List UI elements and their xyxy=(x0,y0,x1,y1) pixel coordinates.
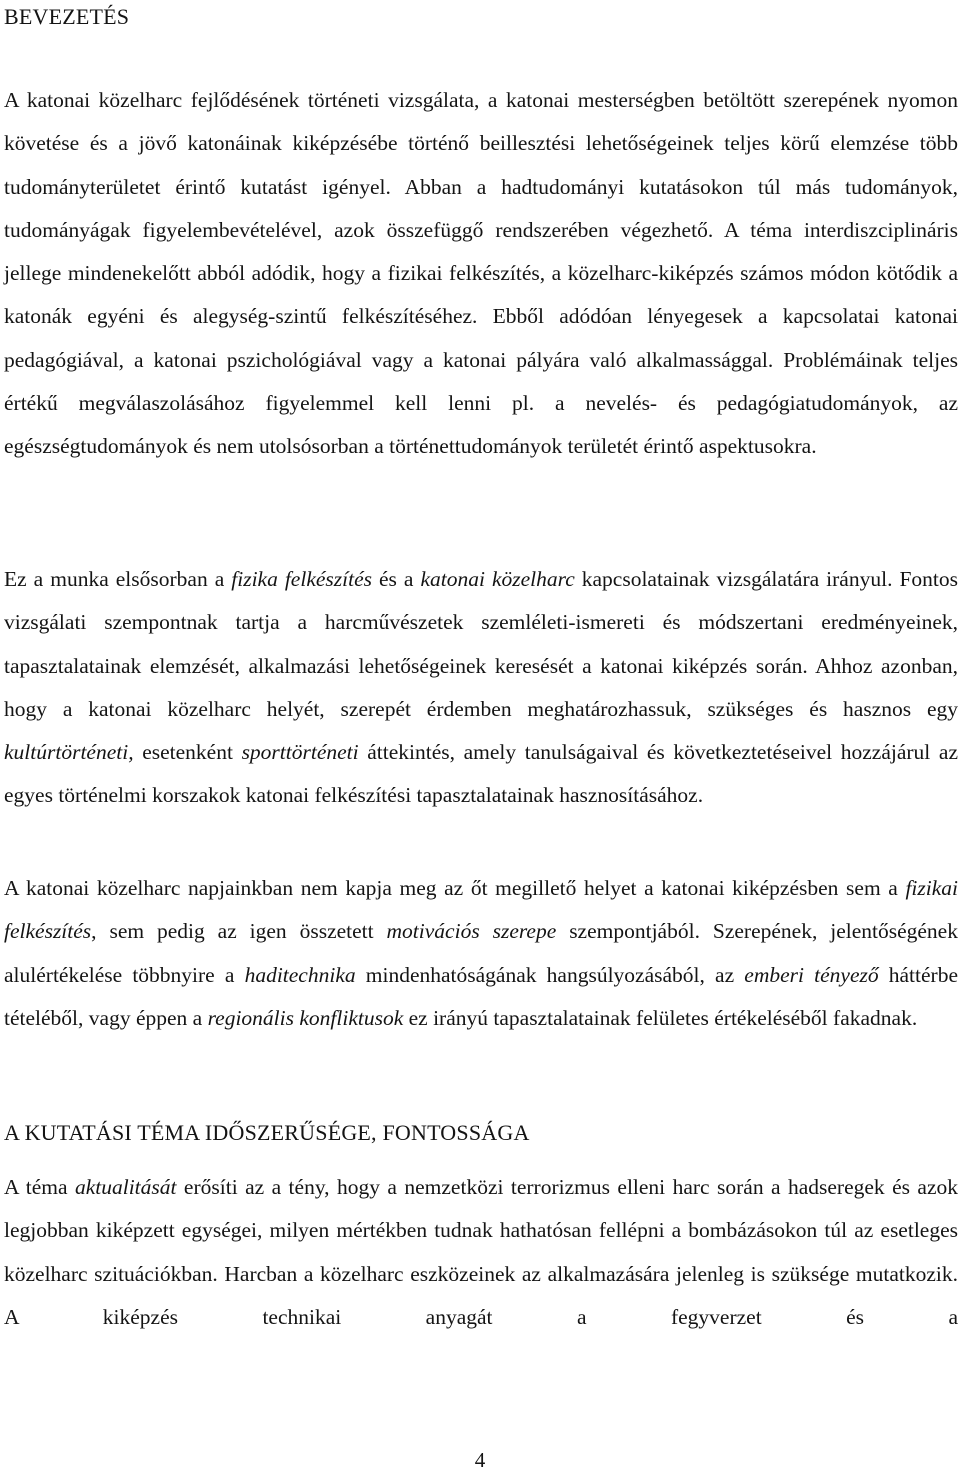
text-run: kapcsolatainak vizsgálatára irányul. Fontos vizsgálati szempontnak tartja a harcművészetek szemléleti-ismereti és módszertani eredményeinek, tapasztalatainak elemzését, alkalmazási lehetőségeinek keresését a katonai kiképzés során. Ahhoz azonban, hogy a katonai közelharc helyét, szerepét érdemben meghatározhassuk, szükséges és hasznos egy xyxy=(4,567,958,721)
text-run: mindenhatóságának hangsúlyozásából, az xyxy=(355,962,745,987)
text-run: háttérbe tételéből, vagy éppen a xyxy=(4,962,958,1030)
paragraph-intro: A katonai közelharc fejlődésének történeti vizsgálata, a katonai mesterségben betöltött szerepének nyomon követése és a jövő katonáinak kiképzésébe történő beillesztési lehetőségeinek teljes körű elemzése több tudományterületet érintő kutatást igényel. Abban a hadtudományi kutatásokon túl más tudományok, tudományágak figyelembevételével, azok összefüggő rendszerében végezhető. A téma interdiszciplináris jellege mindenekelőtt abból adódik, hogy a fizikai felkészítés, a közelharc-kiképzés számos módon kötődik a katonák egyéni és alegység-szintű felkészítéséhez. Ebből adódóan lényegesek a kapcsolatai katonai pedagógiával, a katonai pszichológiával vagy a katonai pályára való alkalmassággal. Problémáinak teljes értékű megválaszolásához figyelemmel kell lenni pl. a nevelés- és pedagógiatudományok, az egészségtudományok és nem utolsósorban a történettudományok területét érintő aspektusokra. xyxy=(4,88,958,459)
text-run: és a xyxy=(372,567,421,591)
emphasis-motivacios-szerepe: motivációs szerepe xyxy=(386,919,557,944)
text-run: esetenként xyxy=(133,740,242,765)
emphasis-sporttorteneti: sporttörténeti xyxy=(241,740,359,765)
heading-introduction: BEVEZETÉS xyxy=(4,4,130,29)
text-run: A téma xyxy=(4,1175,75,1199)
emphasis-regionalis-konfliktusok: regionális konfliktusok xyxy=(207,1005,404,1030)
text-run: szempontjából. Szerepének, jelentőségének alulértékelése többnyire a xyxy=(4,919,958,987)
paragraph-focus xyxy=(4,558,958,818)
page-number: 4 xyxy=(474,1448,486,1472)
paragraph-actuality xyxy=(4,1166,958,1339)
emphasis-kulturtorteneti: kultúrtörténeti, xyxy=(4,740,134,765)
text-run: , sem pedig az igen összetett xyxy=(91,919,387,944)
text-run: A katonai közelharc napjainkban nem kapja meg az őt megillető helyet a katonai kiképzésben sem a xyxy=(4,876,906,900)
text-run: erősíti az a tény, hogy a nemzetközi terrorizmus elleni harc során a hadseregek és azok legjobban kiképzett egységei, milyen mértékben tudnak hathatósan fellépni a bombázásokon túl az esetleges közelharc szituációkban. Harcban a közelharc eszközeinek az alkalmazására jelenleg is szüksége mutatkozik. A kiképzés technikai anyagát a fegyverzet és a xyxy=(4,1175,958,1329)
emphasis-katonai-kozelharc: katonai közelharc xyxy=(420,567,575,591)
emphasis-aktualitasat: aktualitását xyxy=(74,1175,177,1199)
emphasis-emberi-tenyezo: emberi tényező xyxy=(744,962,879,987)
text-run: Ez a munka elsősorban a xyxy=(4,567,232,591)
paragraph-current-state xyxy=(4,867,958,1040)
emphasis-haditechnika: haditechnika xyxy=(244,962,356,987)
heading-research-topic: A KUTATÁSI TÉMA IDŐSZERŰSÉGE, FONTOSSÁGA xyxy=(4,1120,530,1145)
emphasis-fizika-felkeszites: fizika felkészítés xyxy=(231,567,372,591)
text-run: áttekintés, amely tanulságaival és következtetéseivel hozzájárul az egyes történelmi korszakok katonai felkészítési tapasztalatainak hasznosításához. xyxy=(4,740,958,808)
emphasis-fizikai-felkeszites: fizikai felkészítés xyxy=(4,876,958,944)
text-run: ez irányú tapasztalatainak felületes értékeléséből fakadnak. xyxy=(403,1005,918,1030)
